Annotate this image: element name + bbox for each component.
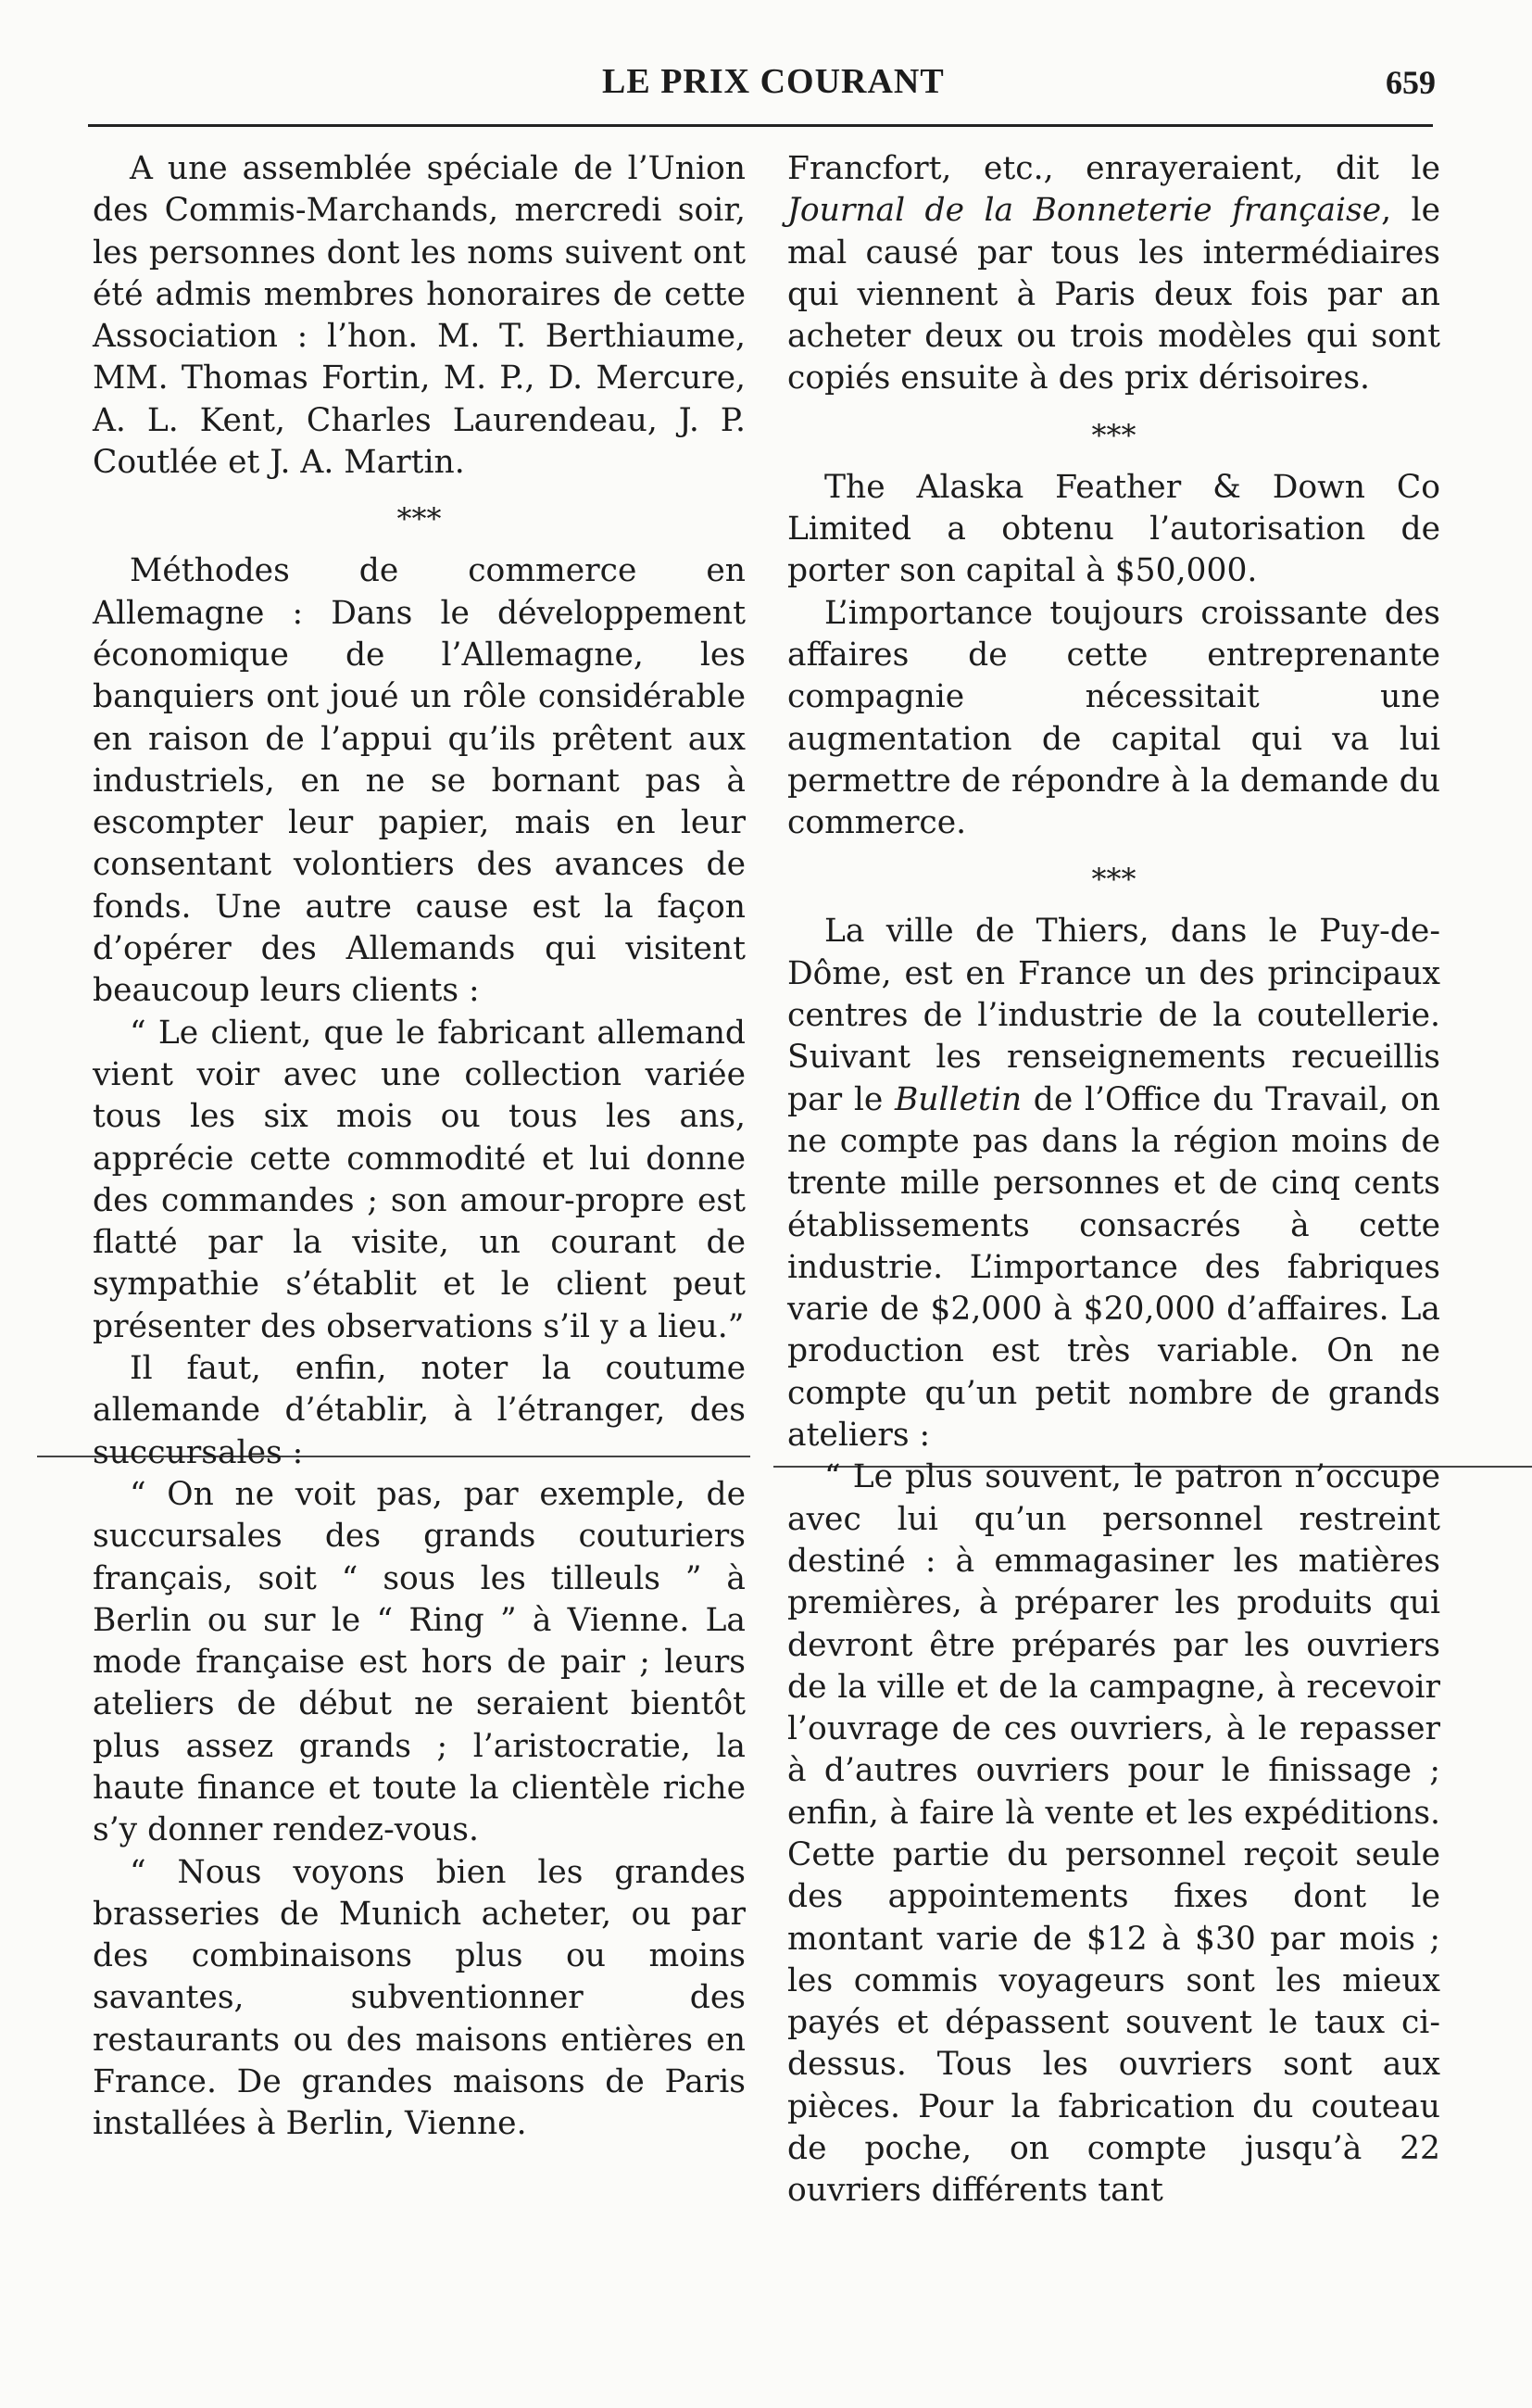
paragraph-methodes-commerce: Méthodes de commerce en Allemagne : Dans le développement économique de l’Allemagne, les banquiers ont joué un rôle considérable en raison de l’appui qu’ils prêtent aux industriels, en ne se bornant pas à escompter leur papier, mais en leur consentant volontiers des avances de fonds. Une autre cause est la façon d’opérer des Allemands qui visitent beaucoup leurs clients : — [93, 552, 746, 1010]
bulletin-title: Bulletin — [894, 1080, 1023, 1118]
paragraph-quote-patron: “ Le plus souvent, le patron n’occupe avec lui qu’un personnel restreint destiné : à emmagasiner les matières premières, à préparer les produits qui devront être préparés par les ouvriers de la ville et de la campagne, à recevoir l’ouvrage de ces ouvriers, à le repasser à d’autres ouvriers pour le finissage ; enfin, à faire là vente et les expéditions. Cette partie du personnel reçoit seule des appointements fixes dont le montant varie de $12 à $30 par mois ; les commis voyageurs sont les mieux payés et dépassent souvent le taux ci-dessus. Tous les ouvriers sont aux pièces. Pour la fabrication du couteau de poche, on compte jusqu’à 22 ouvriers différents tant — [787, 1458, 1440, 2210]
journal-title: LE PRIX COURANT — [602, 62, 945, 101]
left-column — [93, 148, 746, 2146]
paragraph-quote-brasseries: “ Nous voyons bien les grandes brasseries de Munich acheter, ou par des combinaisons plus ou moins savantes, subventionner des restaurants ou des maisons entières en France. De grandes maisons de Paris installées à Berlin, Vienne. — [93, 1853, 746, 2143]
page-number: 659 — [1386, 64, 1436, 101]
page-header — [88, 54, 1436, 109]
section-separator — [787, 417, 1440, 453]
journal-bonneterie-title: Journal de la Bonneterie française — [787, 192, 1382, 230]
paragraph-importance: L’importance toujours croissante des affaires de cette entreprenante compagnie nécessitait une augmentation de capital qui va lui permettre de répondre à la demande du commerce. — [787, 594, 1440, 842]
paragraph-union-commis: A une assemblée spéciale de l’Union des Commis-Marchands, mercredi soir, les personnes dont les noms suivent ont été admis membres honoraires de cette Association : l’hon. M. T. Berthiaume, MM. Thomas Fortin, M. P., D. Mercure, A. L. Kent, Charles Laurendeau, J. P. Coutlée et J. A. Martin. — [93, 150, 746, 482]
paragraph-francfort: Francfort, etc., enrayeraient, dit le Journal de la Bonneterie française, le mal causé par tous les intermédiaires qui viennent à Paris deux fois par an acheter deux ou trois modèles qui sont copiés ensuite à des prix dérisoires. — [787, 150, 1440, 397]
paragraph-quote-client: “ Le client, que le fabricant allemand vient voir avec une collection variée tous les six mois ou tous les ans, apprécie cette commodité et lui donne des commandes ; son amour-propre est flatté par la visite, un courant de sympathie s’établit et le client peut présenter des observations s’il y a lieu.” — [93, 1014, 746, 1345]
section-separator — [787, 862, 1440, 898]
paragraph-quote-couturiers: “ On ne voit pas, par exemple, de succursales des grands couturiers français, soit “ sous les tilleuls ” à Berlin ou sur le “ Ring ” à Vienne. La mode française est hors de pair ; leurs ateliers de début ne seraient bientôt plus assez grands ; l’aristocratie, la haute finance et toute la clientèle riche s’y donner rendez-vous. — [93, 1475, 746, 1849]
paragraph-alaska-feather: The Alaska Feather & Down Co Limited a obtenu l’autorisation de porter son capital à $50,000. — [787, 468, 1440, 590]
section-separator — [93, 501, 746, 537]
paragraph-succursales: Il faut, enfin, noter la coutume allemande d’établir, à l’étranger, des succursales : — [93, 1350, 746, 1471]
asterism: *** — [1091, 862, 1136, 898]
paragraph-thiers: La ville de Thiers, dans le Puy-de-Dôme, est en France un des principaux centres de l’industrie de la coutellerie. Suivant les renseignements recueillis par le Bulletin de l’Office du Travail, on ne compte pas dans la région moins de trente mille personnes et de cinq cents établissements consacrés à cette industrie. L’importance des fabriques varie de $2,000 à $20,000 d’affaires. La production est très variable. On ne compte qu’un petit nombre de grands ateliers : — [787, 913, 1440, 1455]
asterism: *** — [396, 501, 442, 537]
right-column — [787, 148, 1440, 2213]
header-rule — [88, 124, 1433, 127]
asterism: *** — [1091, 417, 1136, 453]
